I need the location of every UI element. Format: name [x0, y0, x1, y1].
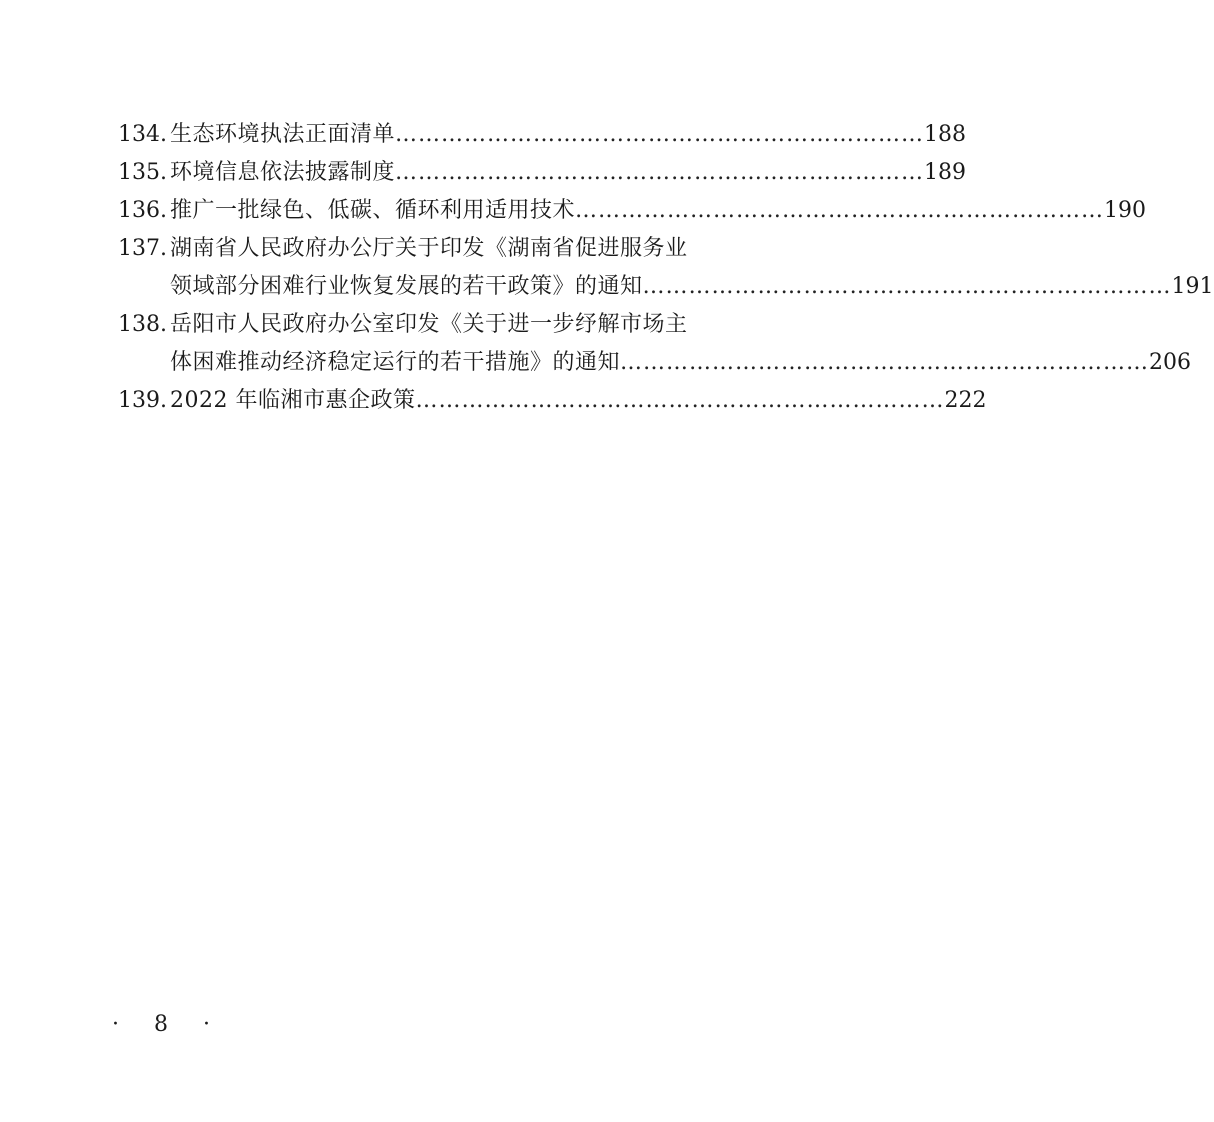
- toc-entry-title: 环境信息依法披露制度: [170, 160, 396, 185]
- toc-entry-title: 生态环境执法正面清单: [170, 122, 396, 147]
- dot-leader: ……………………………………………………………: [642, 274, 1172, 299]
- dot-leader: ……………………………………………………………: [415, 388, 945, 413]
- toc-entry-page: 191: [1171, 274, 1214, 299]
- toc-entry-body: [170, 230, 1214, 306]
- toc-entry-title-continued: 体困难推动经济稳定运行的若干措施》的通知: [170, 350, 621, 375]
- toc-entry-line: [170, 230, 1214, 268]
- toc-entry-number: 139.: [118, 388, 167, 413]
- toc-entry-line: [170, 154, 966, 192]
- toc-entry-139[interactable]: [118, 382, 987, 420]
- toc-entry-134[interactable]: [118, 116, 967, 154]
- toc-entry-number: 136.: [118, 198, 167, 223]
- toc-entry-body: [170, 306, 1191, 382]
- page-number-footer: · 8 ·: [112, 1012, 224, 1037]
- toc-entry-page: 188: [924, 122, 967, 147]
- table-of-contents: [118, 116, 1214, 420]
- toc-entry-body: [170, 382, 986, 420]
- toc-entry-135[interactable]: [118, 154, 967, 192]
- dot-leader: ……………………………………………………………: [395, 122, 925, 147]
- toc-entry-line: [170, 306, 1191, 344]
- toc-entry-line: [170, 116, 966, 154]
- toc-entry-title: 湖南省人民政府办公厅关于印发《湖南省促进服务业: [170, 236, 688, 261]
- toc-entry-title: 推广一批绿色、低碳、循环利用适用技术: [170, 198, 576, 223]
- toc-entry-138[interactable]: [118, 306, 1192, 382]
- toc-entry-body: [170, 154, 966, 192]
- toc-entry-line: [170, 192, 1146, 230]
- toc-entry-137[interactable]: [118, 230, 1214, 306]
- toc-entry-title-continued: 领域部分困难行业恢复发展的若干政策》的通知: [170, 274, 643, 299]
- dot-leader: ……………………………………………………………: [395, 160, 925, 185]
- dot-leader: ……………………………………………………………: [620, 350, 1150, 375]
- dot-leader: ……………………………………………………………: [575, 198, 1105, 223]
- toc-entry-136[interactable]: [118, 192, 1147, 230]
- toc-entry-body: [170, 116, 966, 154]
- toc-entry-page: 206: [1149, 350, 1192, 375]
- toc-entry-page: 222: [944, 388, 987, 413]
- toc-entry-line: [170, 268, 1214, 306]
- toc-entry-number: 135.: [118, 160, 167, 185]
- toc-entry-page: 189: [924, 160, 967, 185]
- toc-entry-page: 190: [1104, 198, 1147, 223]
- toc-entry-number: 134.: [118, 122, 167, 147]
- toc-entry-line: [170, 344, 1191, 382]
- toc-entry-number: 137.: [118, 236, 167, 261]
- toc-entry-title: 岳阳市人民政府办公室印发《关于进一步纾解市场主: [170, 312, 688, 337]
- toc-entry-line: [170, 382, 986, 420]
- toc-entry-number: 138.: [118, 312, 167, 337]
- toc-entry-body: [170, 192, 1146, 230]
- toc-entry-title: 2022 年临湘市惠企政策: [170, 388, 416, 413]
